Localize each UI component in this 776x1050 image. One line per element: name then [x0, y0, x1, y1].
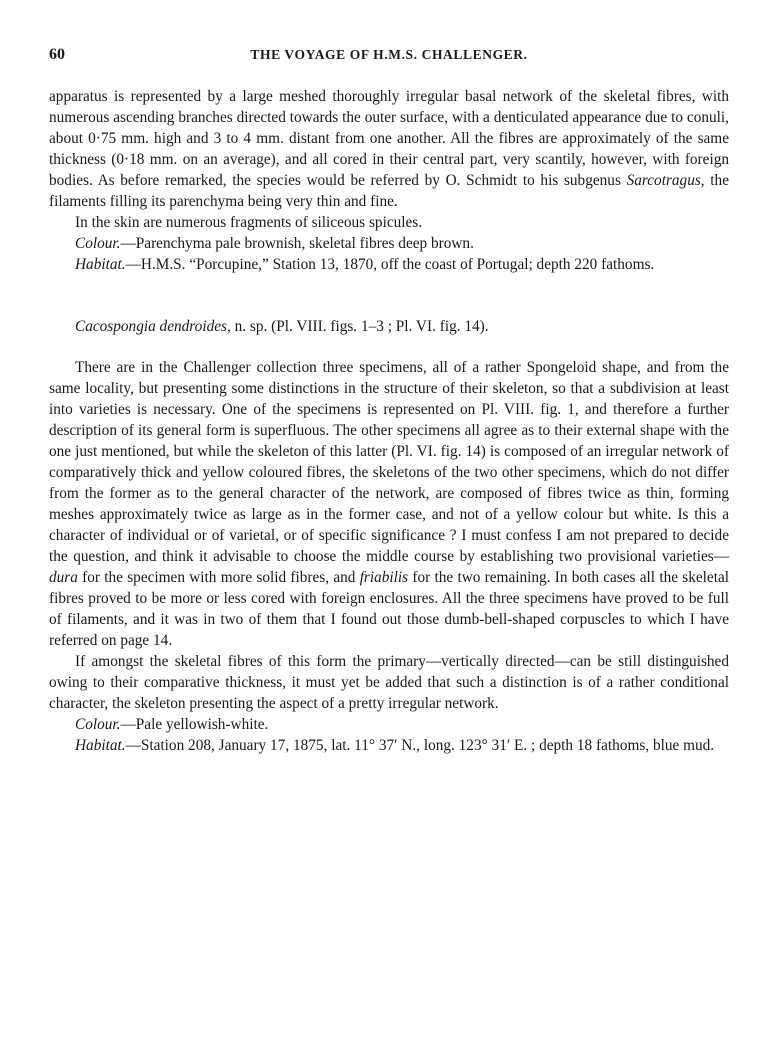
species-heading: Cacospongia dendroides, n. sp. (Pl. VIII. figs. 1–3 ; Pl. VI. fig. 14).: [75, 318, 489, 335]
habitat-entry: Habitat.—Station 208, January 17, 1875, lat. 11° 37′ N., long. 123° 31′ E. ; depth 18 fathoms, blue mud.: [75, 737, 715, 754]
habitat-entry: Habitat.—H.M.S. “Porcupine,” Station 13, 1870, off the coast of Portugal; depth 220 fathoms.: [75, 256, 655, 273]
page-header: [49, 46, 729, 70]
colour-label: Colour.: [75, 235, 121, 252]
paragraph-specimens: There are in the Challenger collection three specimens, all of a rather Spongeloid shape, and from the same locality, but presenting some distinctions in the structure of their skeleton, so that a subdivision at least into varieties is necessary. One of the specimens is represented on Pl. VIII. fig. 1, and therefore a further description of its general form is superfluous. The other specimens all agree as to their external shape with the one just mentioned, but while the skeleton of this latter (Pl. VI. fig. 14) is composed of an irregular network of comparatively thick and yellow coloured fibres, the skeletons of the two other specimens, which do not differ from the former as to the general character of the network, are composed of fibres twice as thin, forming meshes approximately twice as large as in the former case, and not of a yellow colour but white. Is this a character of individual or of varietal, or of specific significance ? I must confess I am not prepared to decide the question, and think it advisable to choose the middle course by establishing two provisional varieties—dura for the specimen with more solid fibres, and friabilis for the two remaining. In both cases all the skeletal fibres proved to be more or less cored with foreign enclosures. All the three specimens have proved to be full of filaments, and it was in two of them that I found out those dumb-bell-shaped corpuscles to which I have referred on page 14.: [49, 359, 729, 649]
paragraph-primary-fibres: If amongst the skeletal fibres of this form the primary—vertically directed—can be still distinguished owing to their comparative thickness, it must yet be added that such a distinction is of a rather conditional character, the skeleton presenting the aspect of a pretty irregular network.: [49, 653, 729, 712]
colour-entry: Colour.—Parenchyma pale brownish, skeletal fibres deep brown.: [75, 235, 474, 252]
variety-dura: dura: [49, 569, 78, 586]
variety-friabilis: friabilis: [359, 569, 409, 586]
body-text: [49, 86, 729, 756]
genus-name: Sarcotragus,: [626, 172, 705, 189]
paragraph-skeleton-description: apparatus is represented by a large meshed thoroughly irregular basal network of the skeletal fibres, with numerous ascending branches directed towards the outer surface, with a denticulated appearance due to conuli, about 0·75 mm. high and 3 to 4 mm. distant from one another. All the fibres are approximately of the same thickness (0·18 mm. on an average), and all cored in their central part, very scantily, however, with foreign bodies. As before remarked, the species would be referred by O. Schmidt to his subgenus Sarcotragus, the filaments filling its parenchyma being very thin and fine.: [49, 88, 729, 210]
species-name: Cacospongia dendroides: [75, 318, 227, 335]
page-number: 60: [49, 46, 65, 63]
habitat-label: Habitat.: [75, 737, 126, 754]
colour-label: Colour.: [75, 716, 121, 733]
paragraph-skin: In the skin are numerous fragments of siliceous spicules.: [75, 214, 423, 231]
colour-entry: Colour.—Pale yellowish-white.: [75, 716, 269, 733]
habitat-label: Habitat.: [75, 256, 126, 273]
running-title: THE VOYAGE OF H.M.S. CHALLENGER.: [250, 47, 528, 62]
